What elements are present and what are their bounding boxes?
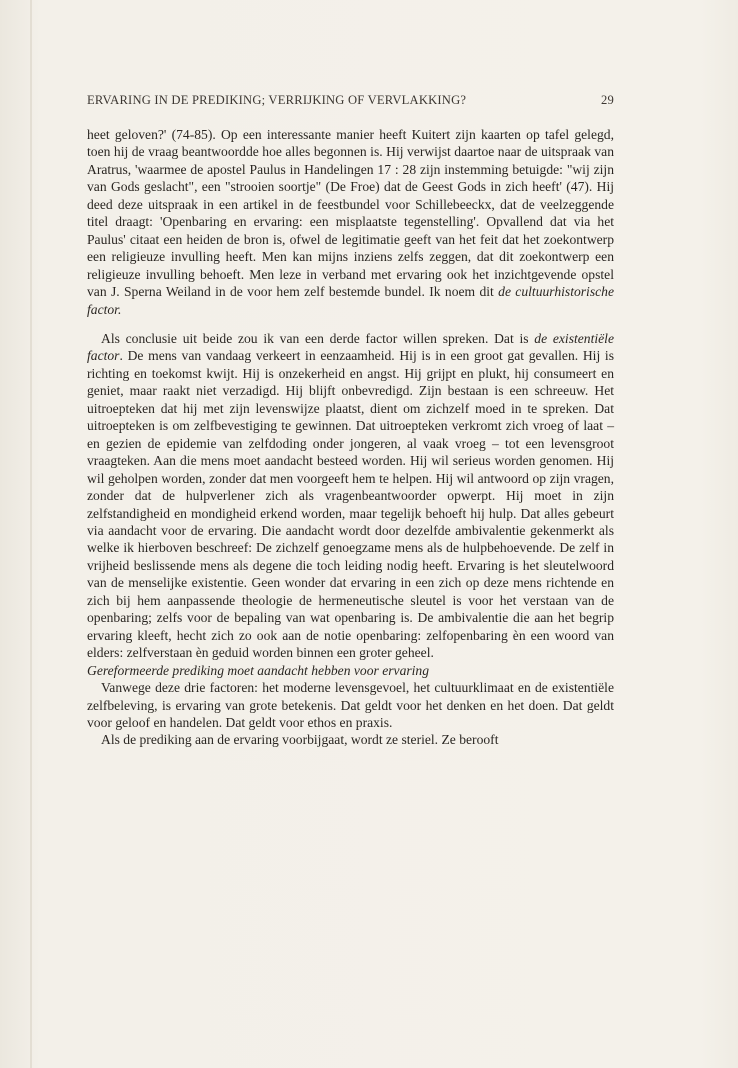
- paragraph-2-text-b: . De mens van vandaag verkeert in eenzaamheid. Hij is in een groot gat gevallen. Hij is richting en toekomst kwijt. Hij is onzekerheid en angst. Hij grijpt en plukt, hij consumeert en geniet, maar raakt niet verzadigd. Hij blijft onbevredigd. Zijn bestaan is een schreeuw. Het uitroepteken dat hij met zijn levenswijze plaatst, dient om zichzelf moed in te spreken. Dat uitroepteken is om zelfbevestiging te gewinnen. Dat uitroepteken verkromt zich vroeg of laat – en gezien de epidemie van zelfdoding onder jongeren, al vaak vroeg – tot een levensgroot vraagteken. Aan die mens moet aandacht besteed worden. Hij wil serieus worden genomen. Hij wil geholpen worden, zonder dat men voorgeeft hem te helpen. Hij wil antwoord op zijn vragen, zonder dat de hulpverlener zich als vragenbeantwoorder opwerpt. Hij moet in zijn zelfstandigheid en mondigheid erkend worden, maar tegelijk behoeft hij hulp. Dat alles gebeurt via aandacht voor de ervaring. Die aandacht wordt door dezelfde ambivalentie gekenmerkt als welke ik hierboven beschreef: De zichzelf genoegzame mens als de hulpbehoevende. De zelf in vrijheid beslissende mens als degene die toch leiding nodig heeft. Ervaring is het sleutelwoord van de menselijke existentie. Geen wonder dat ervaring in een zich op deze mens richtende en zich bij hem aanpassende theologie de hermeneutische sleutel is voor het verstaan van de openbaring; zelfs voor de bepaling van wat openbaring is. De ambivalentie die aan het begrip ervaring kleeft, hecht zich zo ook aan de notie openbaring: zelfopenbaring èn een woord van elders: zelfverstaan èn geduid worden binnen een groter geheel.: [87, 348, 614, 661]
- paragraph-1-emphasis: de cultuurhistorische factor.: [87, 284, 614, 317]
- section-subheading: Gereformeerde prediking moet aandacht hebben voor ervaring: [87, 662, 430, 678]
- body-text: [87, 126, 614, 749]
- paragraph-2-text-a: Als conclusie uit beide zou ik van een derde factor willen spreken. Dat is: [101, 330, 535, 346]
- paragraph-1-text: heet geloven?' (74-85). Op een interessante manier heeft Kuitert zijn kaarten op tafel gelegd, toen hij de vraag beantwoordde hoe alles begonnen is. Hij verwijst daartoe naar de uitspraak van Aratrus, 'waarmee de apostel Paulus in Handelingen 17 : 28 zijn instemming betuigde: "wij zijn van Gods geslacht", een "strooien soortje" (De Froe) dat de Geest Gods in zich heeft' (47). Hij deed deze uitspraak in een artikel in de feestbundel voor Schillebeeckx, dat de veelzeggende titel draagt: 'Openbaring en ervaring: een misplaatste tegenstelling'. Opvallend dat via het Paulus' citaat een heiden de bron is, ofwel de legitimatie geeft van het feit dat het zoekontwerp een religieuze invulling heeft. Men kan mijns inziens zelfs zeggen, dat dit zoekontwerp een religieuze invulling behoeft. Men leze in verband met ervaring ook het inzichtgevende opstel van J. Sperna Weiland in de voor hem zelf bestemde bundel. Ik noem dit: [87, 127, 614, 300]
- paragraph-1: [87, 126, 614, 318]
- paragraph-2: [87, 330, 614, 662]
- paragraph-4: Als de prediking aan de ervaring voorbijgaat, wordt ze steriel. Ze berooft: [101, 732, 499, 748]
- page-number: 29: [601, 93, 614, 107]
- running-title: ERVARING IN DE PREDIKING; VERRIJKING OF VERVLAKKING?: [87, 93, 467, 107]
- page-edge: [30, 0, 32, 1068]
- paragraph-2-emphasis: de existentiële factor: [87, 330, 614, 364]
- paragraph-3: Vanwege deze drie factoren: het moderne levensgevoel, het cultuurklimaat en de existentiële zelfbeleving, is ervaring van grote betekenis. Dat geldt voor het denken en het doen. Dat geldt voor geloof en handelen. Dat geldt voor ethos en praxis.: [87, 680, 614, 730]
